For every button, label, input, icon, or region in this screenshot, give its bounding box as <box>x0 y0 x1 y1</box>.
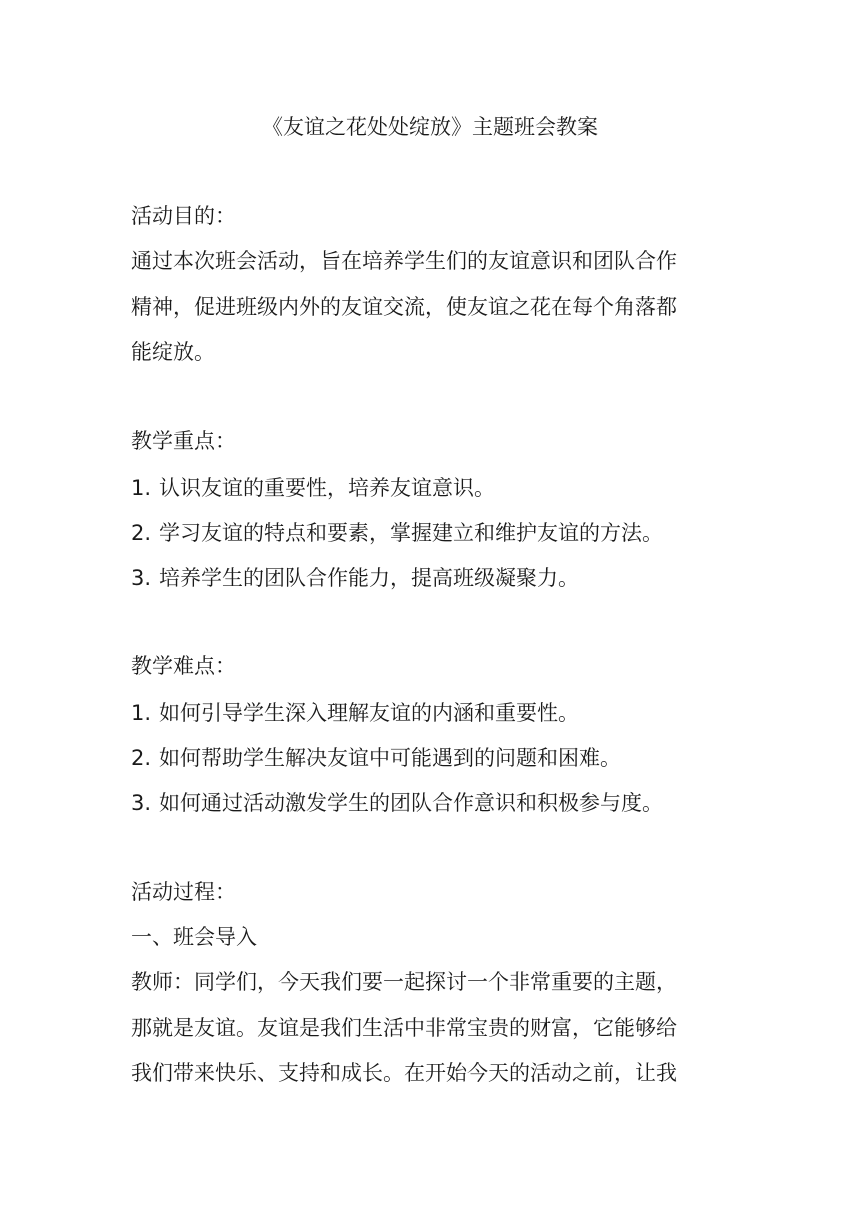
process-line: 教师：同学们，今天我们要一起探讨一个非常重要的主题， <box>131 970 677 994</box>
list-number: 3. <box>131 791 152 815</box>
list-text: 如何帮助学生解决友谊中可能遇到的问题和困难。 <box>159 746 621 770</box>
process-line: 我们带来快乐、支持和成长。在开始今天的活动之前，让我 <box>131 1061 677 1085</box>
list-item <box>131 563 731 593</box>
list-item <box>131 788 731 818</box>
list-number: 1. <box>131 701 152 725</box>
list-text: 学习友谊的特点和要素，掌握建立和维护友谊的方法。 <box>159 521 663 545</box>
list-item <box>131 698 731 728</box>
list-text: 如何引导学生深入理解友谊的内涵和重要性。 <box>159 701 579 725</box>
list-item <box>131 473 731 503</box>
list-number: 2. <box>131 746 152 770</box>
objective-line: 精神，促进班级内外的友谊交流，使友谊之花在每个角落都 <box>131 295 677 319</box>
list-number: 1. <box>131 476 152 500</box>
process-heading: 活动过程： <box>131 880 236 904</box>
process-subheading: 一、班会导入 <box>131 925 257 949</box>
objective-heading: 活动目的： <box>131 204 236 228</box>
list-text: 如何通过活动激发学生的团队合作意识和积极参与度。 <box>159 791 663 815</box>
process-line: 那就是友谊。友谊是我们生活中非常宝贵的财富，它能够给 <box>131 1016 677 1040</box>
list-text: 培养学生的团队合作能力，提高班级凝聚力。 <box>159 566 579 590</box>
list-item <box>131 518 731 548</box>
list-number: 2. <box>131 521 152 545</box>
list-number: 3. <box>131 566 152 590</box>
key-points-heading: 教学重点： <box>131 429 236 453</box>
list-item <box>131 743 731 773</box>
difficulties-heading: 教学难点： <box>131 654 236 678</box>
objective-line: 能绽放。 <box>131 340 215 364</box>
document-title: 《友谊之花处处绽放》主题班会教案 <box>262 115 598 139</box>
list-text: 认识友谊的重要性，培养友谊意识。 <box>159 476 495 500</box>
objective-line: 通过本次班会活动，旨在培养学生们的友谊意识和团队合作 <box>131 249 677 273</box>
